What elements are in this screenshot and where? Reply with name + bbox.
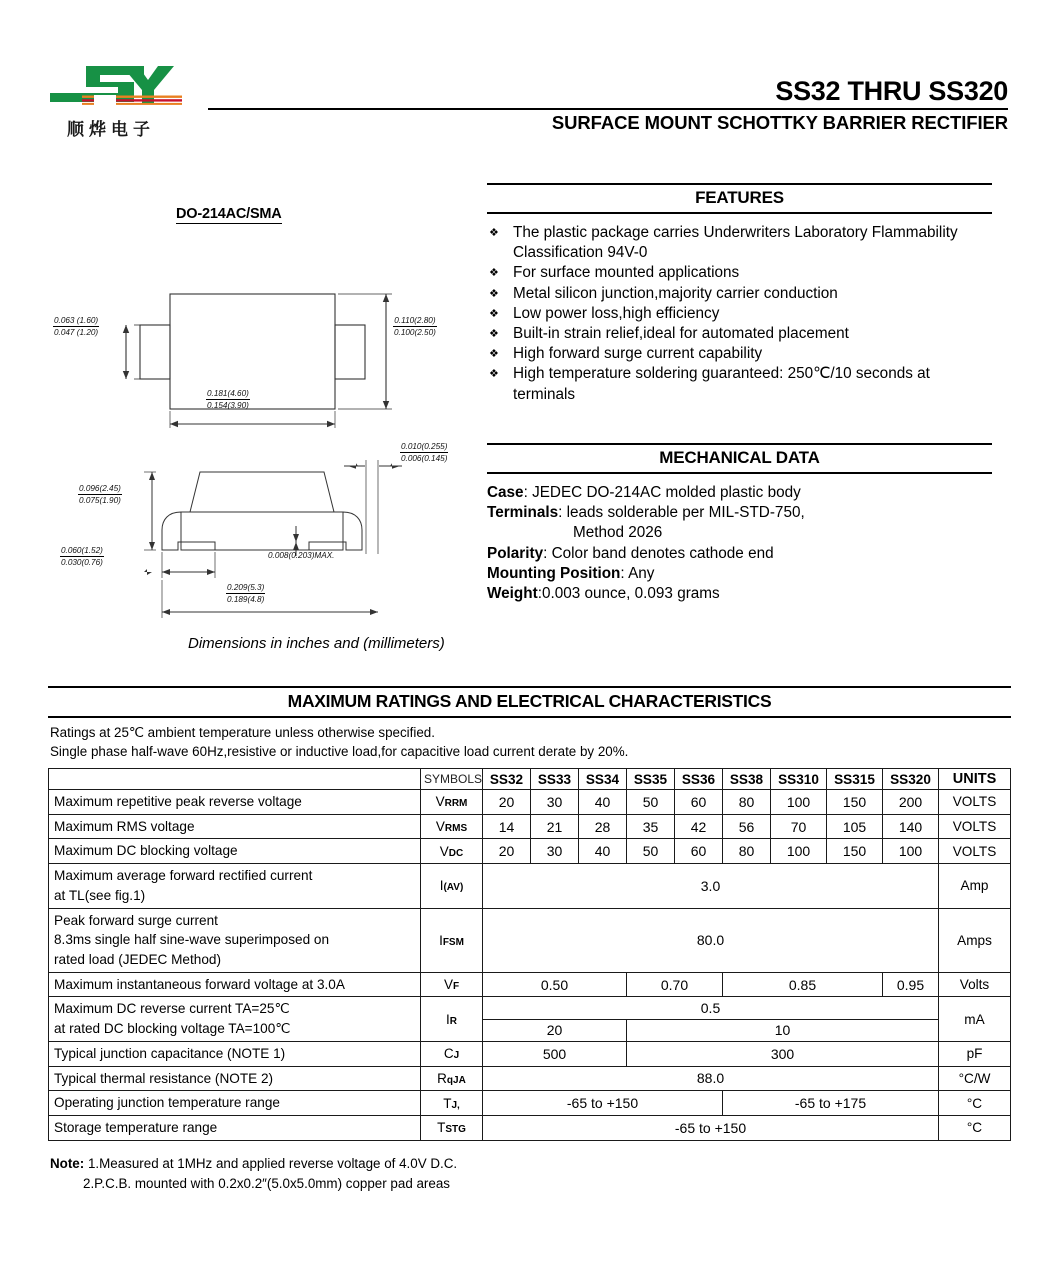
dim-foot-length-min: 0.030(0.76) xyxy=(61,558,103,568)
mechanical-value: Method 2026 xyxy=(573,524,663,542)
row-parameter: Typical junction capacitance (NOTE 1) xyxy=(49,1041,421,1066)
mechanical-label: Mounting Position xyxy=(487,565,621,583)
row-value: 14 xyxy=(483,814,531,839)
row-value: 42 xyxy=(675,814,723,839)
row-value: 40 xyxy=(579,790,627,815)
dim-foot-length-max: 0.060(1.52) xyxy=(60,545,104,557)
diamond-bullet-icon: ❖ xyxy=(489,287,499,300)
mechanical-sep: : xyxy=(537,585,542,603)
row-value: 80 xyxy=(723,790,771,815)
mechanical-label: Polarity xyxy=(487,544,544,562)
row-value: 56 xyxy=(723,814,771,839)
mechanical-row xyxy=(487,544,992,564)
row-parameter: Storage temperature range xyxy=(49,1115,421,1140)
param-column-header xyxy=(49,769,421,790)
feature-item xyxy=(487,304,992,324)
feature-item xyxy=(487,223,992,263)
feature-text: The plastic package carries Underwriters Laboratory Flammability Classification 94V-0 xyxy=(513,224,958,262)
part-column-header: SS34 xyxy=(579,769,627,790)
symbol-main: I xyxy=(439,932,443,948)
mechanical-row-continuation xyxy=(487,523,992,543)
symbol-subscript: R xyxy=(449,1015,457,1027)
row-symbol xyxy=(421,814,483,839)
row-value: 20 xyxy=(483,839,531,864)
row-unit: °C/W xyxy=(939,1066,1011,1091)
symbol-main: T xyxy=(437,1120,446,1136)
part-column-header: SS32 xyxy=(483,769,531,790)
mechanical-heading: MECHANICAL DATA xyxy=(487,443,992,474)
table-row xyxy=(49,864,1011,908)
table-row xyxy=(49,1066,1011,1091)
row-value: 0.95 xyxy=(883,972,939,997)
dim-body-width xyxy=(393,315,437,338)
mechanical-sep: : xyxy=(620,565,629,583)
row-symbol xyxy=(421,908,483,972)
mechanical-sep: : xyxy=(558,504,567,522)
row-symbol xyxy=(421,1091,483,1116)
ratings-table-body xyxy=(49,790,1011,1141)
diamond-bullet-icon: ❖ xyxy=(489,327,499,340)
row-parameter-line: 8.3ms single half sine-wave superimposed on xyxy=(54,932,330,948)
symbol-main: C xyxy=(443,1046,454,1062)
row-symbol xyxy=(421,839,483,864)
mechanical-value: Color band denotes cathode end xyxy=(551,544,774,562)
drawing-caption: Dimensions in inches and (millimeters) xyxy=(188,635,445,652)
row-value: 50 xyxy=(627,839,675,864)
table-row xyxy=(49,839,1011,864)
ratings-condition-line: Ratings at 25℃ ambient temperature unless otherwise specified. xyxy=(50,725,435,740)
part-column-header: SS35 xyxy=(627,769,675,790)
mechanical-sep: : xyxy=(523,483,533,501)
row-value: 80.0 xyxy=(483,908,939,972)
row-parameter: Maximum instantaneous forward voltage at 3.0A xyxy=(49,972,421,997)
row-unit: °C xyxy=(939,1115,1011,1140)
dim-lead-width-min: 0.047 (1.20) xyxy=(54,328,99,338)
row-value: 150 xyxy=(827,839,883,864)
row-parameter xyxy=(49,908,421,972)
row-value: 105 xyxy=(827,814,883,839)
part-column-header: SS36 xyxy=(675,769,723,790)
feature-item xyxy=(487,263,992,283)
dim-lead-width xyxy=(53,315,99,338)
part-column-header: SS320 xyxy=(883,769,939,790)
feature-text: High temperature soldering guaranteed: 250℃/10 seconds at terminals xyxy=(513,365,930,403)
title-divider xyxy=(208,108,1008,110)
dim-body-length-min: 0.154(3.90) xyxy=(207,401,249,411)
ratings-condition-line: Single phase half-wave 60Hz,resistive or inductive load,for capacitive load current derate by 20%. xyxy=(50,744,629,760)
row-value: 21 xyxy=(531,814,579,839)
feature-text: High forward surge current capability xyxy=(513,345,763,363)
symbol-subscript: J, xyxy=(451,1099,460,1111)
symbol-main: V xyxy=(435,794,445,810)
row-parameter-line: Maximum DC reverse current TA=25℃ xyxy=(54,1001,290,1017)
footnote-line xyxy=(50,1174,457,1194)
row-value: 30 xyxy=(531,839,579,864)
symbol-subscript: J xyxy=(453,1050,460,1062)
units-column-header: UNITS xyxy=(939,769,1011,790)
symbol-subscript: STG xyxy=(445,1124,466,1136)
table-row xyxy=(49,972,1011,997)
part-column-header: SS38 xyxy=(723,769,771,790)
feature-item xyxy=(487,364,992,404)
side-view-drawing xyxy=(48,450,478,640)
row-parameter: Operating junction temperature range xyxy=(49,1091,421,1116)
features-list xyxy=(487,223,992,405)
symbol-main: I xyxy=(446,1011,450,1027)
symbol-subscript: RRM xyxy=(444,798,468,810)
row-unit: °C xyxy=(939,1091,1011,1116)
logo-sy-mark xyxy=(48,62,183,114)
mechanical-label: Weight xyxy=(487,585,538,603)
table-header-row xyxy=(49,769,1011,790)
mechanical-data-list xyxy=(487,483,992,605)
row-value: 80 xyxy=(723,839,771,864)
diamond-bullet-icon: ❖ xyxy=(489,227,499,239)
symbol-subscript: DC xyxy=(448,847,464,859)
page-subtitle: SURFACE MOUNT SCHOTTKY BARRIER RECTIFIER xyxy=(551,112,1008,133)
symbol-subscript: qJA xyxy=(446,1074,466,1086)
row-symbol xyxy=(421,1041,483,1066)
table-row xyxy=(49,790,1011,815)
row-symbol xyxy=(421,972,483,997)
row-parameter: Maximum repetitive peak reverse voltage xyxy=(49,790,421,815)
row-parameter-line: rated load (JEDEC Method) xyxy=(54,951,221,967)
row-value: -65 to +175 xyxy=(723,1091,939,1116)
dim-body-width-min: 0.100(2.50) xyxy=(394,328,436,338)
row-value: 28 xyxy=(579,814,627,839)
footnote-line xyxy=(50,1154,457,1174)
row-parameter-line: Maximum average forward rectified current xyxy=(54,868,313,884)
row-value: -65 to +150 xyxy=(483,1091,723,1116)
row-unit: pF xyxy=(939,1041,1011,1066)
symbol-main: V xyxy=(443,977,453,993)
mechanical-row xyxy=(487,503,992,523)
mechanical-row xyxy=(487,483,992,503)
dim-body-height-max: 0.096(2.45) xyxy=(78,483,122,495)
symbol-subscript: RMS xyxy=(444,823,468,835)
row-value: 40 xyxy=(579,839,627,864)
feature-text: Built-in strain relief,ideal for automated placement xyxy=(513,324,849,342)
row-value: 3.0 xyxy=(483,864,939,908)
feature-item xyxy=(487,324,992,344)
footnote-1-text: 1.Measured at 1MHz and applied reverse voltage of 4.0V D.C. xyxy=(87,1156,458,1171)
row-value: 10 xyxy=(627,1019,939,1041)
row-value: 100 xyxy=(771,839,827,864)
row-value: 200 xyxy=(883,790,939,815)
row-parameter xyxy=(49,864,421,908)
row-value: 100 xyxy=(883,839,939,864)
row-unit: mA xyxy=(939,997,1011,1041)
row-value: 100 xyxy=(771,790,827,815)
symbol-main: R xyxy=(437,1070,447,1086)
row-unit: Amps xyxy=(939,908,1011,972)
row-parameter-line: Peak forward surge current xyxy=(54,912,218,928)
row-symbol xyxy=(421,997,483,1041)
logo-chinese-name: 顺烨电子 xyxy=(67,120,155,140)
row-value: 30 xyxy=(531,790,579,815)
symbols-column-header: SYMBOLS xyxy=(421,769,483,790)
mechanical-value: 0.003 ounce, 0.093 grams xyxy=(541,585,720,603)
feature-item xyxy=(487,344,992,364)
row-parameter: Typical thermal resistance (NOTE 2) xyxy=(49,1066,421,1091)
specs-column xyxy=(487,183,992,605)
symbol-main: V xyxy=(439,843,449,859)
footnote-2-text: 2.P.C.B. mounted with 0.2x0.2″(5.0x5.0mm) copper pad areas xyxy=(83,1176,450,1192)
dim-overall-length-max: 0.209(5.3) xyxy=(226,582,265,594)
mechanical-sep: : xyxy=(543,544,552,562)
dim-body-height-min: 0.075(1.90) xyxy=(79,496,121,506)
row-unit: Volts xyxy=(939,972,1011,997)
table-row xyxy=(49,1115,1011,1140)
table-row xyxy=(49,1091,1011,1116)
symbol-subscript: FSM xyxy=(442,936,464,948)
mechanical-row xyxy=(487,584,992,604)
row-symbol xyxy=(421,864,483,908)
footnotes xyxy=(50,1154,457,1194)
diamond-bullet-icon: ❖ xyxy=(489,348,499,361)
dim-body-height xyxy=(78,483,122,506)
mechanical-row xyxy=(487,564,992,584)
features-heading: FEATURES xyxy=(487,183,992,214)
table-row xyxy=(49,814,1011,839)
row-unit: VOLTS xyxy=(939,790,1011,815)
row-value: 0.5 xyxy=(483,997,939,1019)
row-value: 500 xyxy=(483,1041,627,1066)
dim-standoff: 0.008(0.203)MAX. xyxy=(268,551,335,560)
title-block xyxy=(208,78,1008,134)
part-column-header: SS315 xyxy=(827,769,883,790)
footnote-label: Note: xyxy=(50,1156,85,1171)
row-symbol xyxy=(421,1115,483,1140)
row-value: -65 to +150 xyxy=(483,1115,939,1140)
row-value: 20 xyxy=(483,1019,627,1041)
symbol-main: I xyxy=(439,878,444,894)
diamond-bullet-icon: ❖ xyxy=(489,267,499,280)
part-column-header: SS33 xyxy=(531,769,579,790)
table-row xyxy=(49,908,1011,972)
dim-body-width-max: 0.110(2.80) xyxy=(393,315,436,327)
diamond-bullet-icon: ❖ xyxy=(489,307,499,320)
mechanical-label: Terminals xyxy=(487,504,559,522)
row-unit: VOLTS xyxy=(939,839,1011,864)
part-column-header: SS310 xyxy=(771,769,827,790)
row-symbol xyxy=(421,790,483,815)
page-header xyxy=(0,0,1059,140)
feature-text: For surface mounted applications xyxy=(513,264,740,282)
table-row xyxy=(49,997,1011,1019)
feature-text: Low power loss,high efficiency xyxy=(513,304,720,322)
row-value: 60 xyxy=(675,790,723,815)
row-value: 150 xyxy=(827,790,883,815)
package-name: DO-214AC/SMA xyxy=(176,206,282,222)
dim-lead-thickness xyxy=(400,441,448,464)
row-parameter-line: at TL(see fig.1) xyxy=(54,887,146,903)
dim-overall-length xyxy=(226,582,265,605)
symbol-main: V xyxy=(435,819,445,835)
row-value: 300 xyxy=(627,1041,939,1066)
row-symbol xyxy=(421,1066,483,1091)
table-row xyxy=(49,1041,1011,1066)
mechanical-value: Any xyxy=(628,565,655,583)
row-unit: VOLTS xyxy=(939,814,1011,839)
company-logo xyxy=(48,62,188,142)
logo-sy-icon xyxy=(48,62,183,114)
ratings-table xyxy=(48,768,1011,1141)
ratings-conditions xyxy=(50,723,1011,761)
dim-lead-thickness-max: 0.010(0.255) xyxy=(400,441,448,453)
symbol-subscript: F xyxy=(452,981,460,993)
row-value: 0.85 xyxy=(723,972,883,997)
ratings-heading: MAXIMUM RATINGS AND ELECTRICAL CHARACTERISTICS xyxy=(48,686,1011,718)
dim-foot-length xyxy=(60,545,104,568)
row-value: 88.0 xyxy=(483,1066,939,1091)
diamond-bullet-icon: ❖ xyxy=(489,368,499,381)
symbol-main: T xyxy=(443,1095,452,1111)
row-value: 50 xyxy=(627,790,675,815)
dim-lead-width-max: 0.063 (1.60) xyxy=(53,315,99,327)
mechanical-value: leads solderable per MIL-STD-750, xyxy=(566,504,805,522)
row-parameter xyxy=(49,997,421,1041)
row-value: 60 xyxy=(675,839,723,864)
dim-body-length xyxy=(206,388,250,411)
row-value: 70 xyxy=(771,814,827,839)
page-title: SS32 THRU SS320 xyxy=(775,76,1008,106)
dim-overall-length-min: 0.189(4.8) xyxy=(227,595,265,605)
dim-lead-thickness-min: 0.006(0.145) xyxy=(401,454,448,464)
mechanical-value: JEDEC DO-214AC molded plastic body xyxy=(532,483,801,501)
row-value: 140 xyxy=(883,814,939,839)
row-parameter-line: at rated DC blocking voltage TA=100℃ xyxy=(54,1021,291,1037)
row-value: 0.70 xyxy=(627,972,723,997)
package-drawings xyxy=(48,205,478,652)
row-parameter: Maximum RMS voltage xyxy=(49,814,421,839)
row-parameter: Maximum DC blocking voltage xyxy=(49,839,421,864)
row-unit: Amp xyxy=(939,864,1011,908)
ratings-section xyxy=(48,686,1011,1141)
feature-text: Metal silicon junction,majority carrier conduction xyxy=(513,284,838,302)
row-value: 0.50 xyxy=(483,972,627,997)
symbol-subscript: (AV) xyxy=(443,882,464,894)
dim-body-length-max: 0.181(4.60) xyxy=(206,388,250,400)
row-value: 35 xyxy=(627,814,675,839)
mechanical-label: Case xyxy=(487,483,524,501)
feature-item xyxy=(487,284,992,304)
row-value: 20 xyxy=(483,790,531,815)
